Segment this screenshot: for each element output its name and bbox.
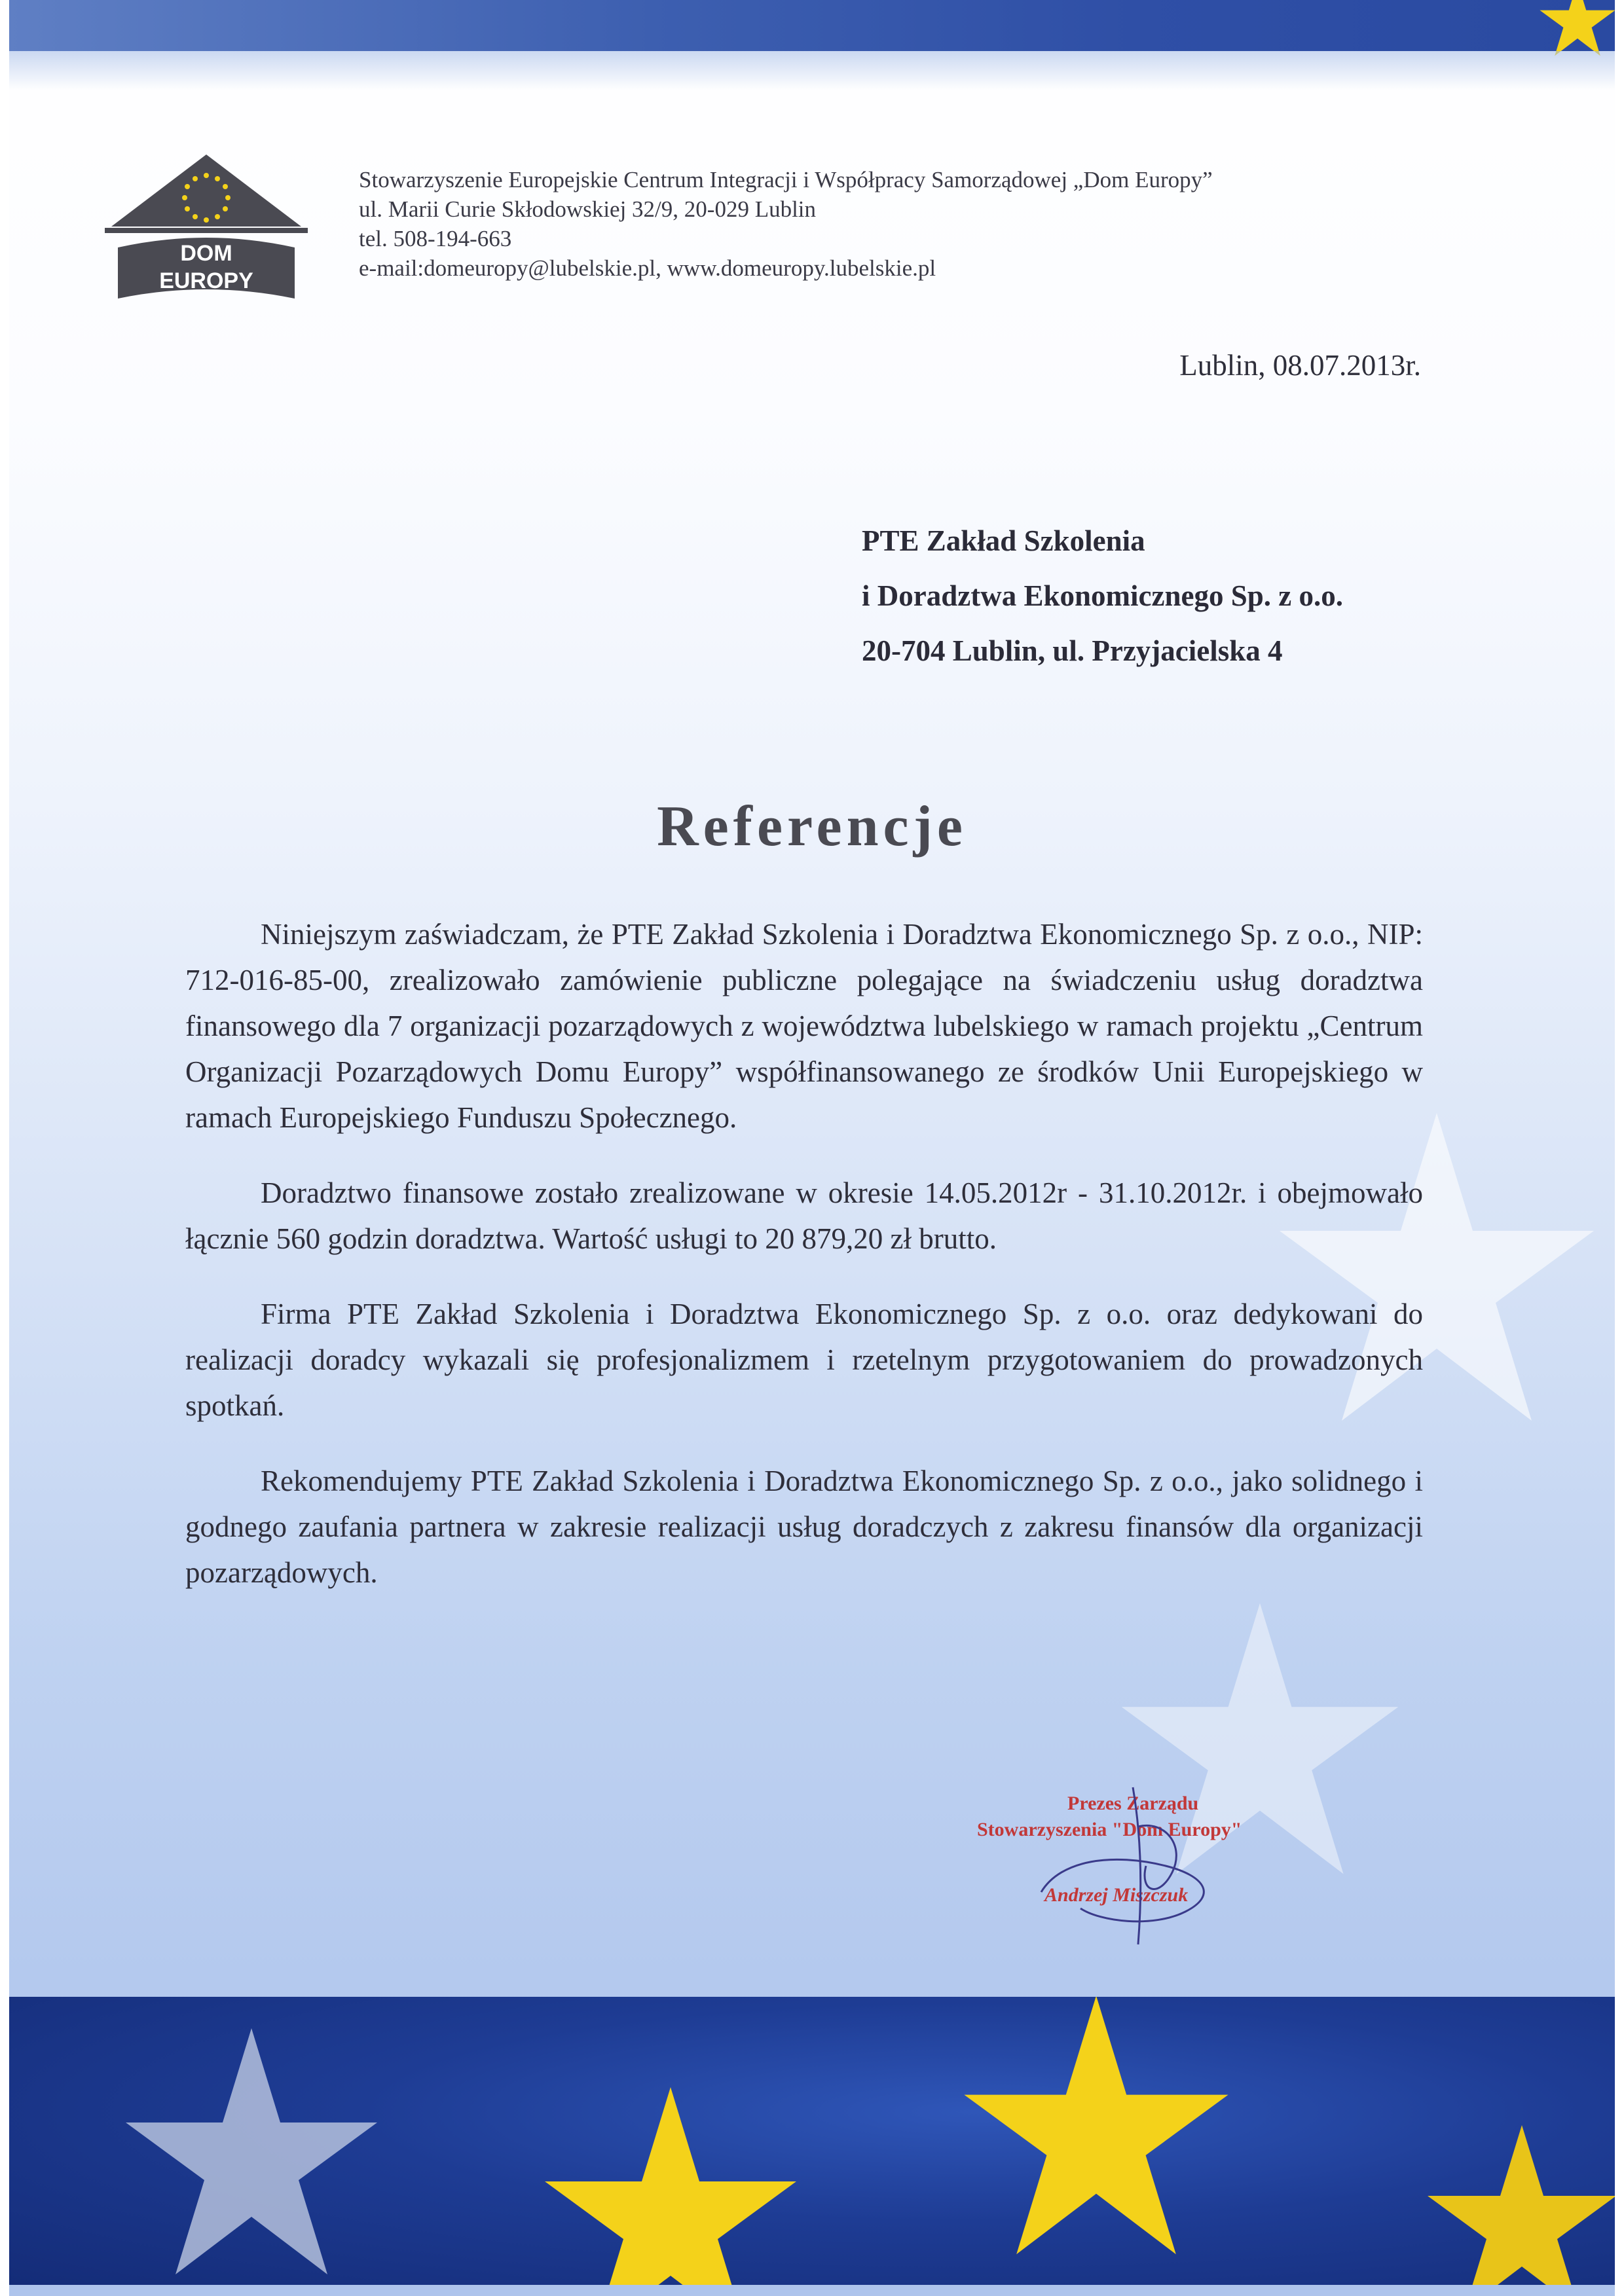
logo-text-dom: DOM: [180, 241, 232, 266]
flag-star-icon: [952, 1997, 1240, 2265]
logo-text-europy: EUROPY: [159, 268, 253, 293]
flag-star-icon: [114, 2023, 389, 2285]
recipient-line-2: i Doradztwa Ekonomicznego Sp. z o.o.: [862, 579, 1343, 612]
letterhead-phone: tel. 508-194-663: [359, 226, 512, 251]
letter-body: [185, 911, 1423, 1625]
dom-europy-logo: [105, 149, 308, 306]
letterhead-org-name: Stowarzyszenie Europejskie Centrum Integracji i Współpracy Samorządowej „Dom Europy”: [359, 167, 1213, 192]
letterhead-contact: e-mail:domeuropy@lubelskie.pl, www.domeuropy.lubelskie.pl: [359, 255, 936, 281]
top-star-icon: [1535, 0, 1615, 59]
document-title: Referencje: [657, 795, 967, 858]
stamp-name: Andrzej Miszczuk: [1044, 1884, 1189, 1906]
top-flag-band: [9, 0, 1615, 51]
body-paragraph: Rekomendujemy PTE Zakład Szkolenia i Doradztwa Ekonomicznego Sp. z o.o., jako solidnego i godnego zaufania partnera w zakresie realizacji usług doradczych z zakresu finansów dla organizacji pozarządowych.: [185, 1465, 1423, 1589]
top-band-fade: [9, 51, 1615, 90]
body-paragraph: Firma PTE Zakład Szkolenia i Doradztwa Ekonomicznego Sp. z o.o. oraz dedykowani do realizacji doradcy wykazali się profesjonalizmem i rzetelnym przygotowaniem do prowadzonych spotkań.: [185, 1298, 1423, 1422]
body-paragraph: Niniejszym zaświadczam, że PTE Zakład Szkolenia i Doradztwa Ekonomicznego Sp. z o.o., NIP: 712-016-85-00, zrealizowało zamówienie publiczne polegające na świadczeniu usług doradztwa finansowego dla 7 organizacji pozarządowych z województwa lubelskiego w ramach projektu „Centrum Organizacji Pozarządowych Domu Europy” współfinansowanego ze środków Unii Europejskiego w ramach Europejskiego Funduszu Społecznego.: [185, 918, 1423, 1134]
body-paragraph: Doradztwo finansowe zostało zrealizowane w okresie 14.05.2012r - 31.10.2012r. i obejmowało łącznie 560 godzin doradztwa. Wartość usługi to 20 879,20 zł brutto.: [185, 1176, 1423, 1255]
recipient-block: [862, 513, 1343, 678]
letterhead: [359, 165, 1341, 283]
flag-star-icon: [1417, 2121, 1615, 2285]
handwritten-signature: [969, 1781, 1336, 1958]
recipient-line-3: 20-704 Lublin, ul. Przyjacielska 4: [862, 634, 1283, 667]
flag-star-icon: [533, 2082, 808, 2285]
letterhead-address: ul. Marii Curie Skłodowskiej 32/9, 20-029 Lublin: [359, 196, 817, 222]
letter-date: Lublin, 08.07.2013r.: [1179, 349, 1421, 382]
stamp-organization: Stowarzyszenia "Dom Europy": [977, 1819, 1242, 1840]
signature-stamp: [969, 1781, 1336, 1958]
recipient-line-1: PTE Zakład Szkolenia: [862, 524, 1145, 557]
stamp-title: Prezes Zarządu: [1067, 1793, 1199, 1814]
bottom-flag-band: [9, 1997, 1615, 2285]
